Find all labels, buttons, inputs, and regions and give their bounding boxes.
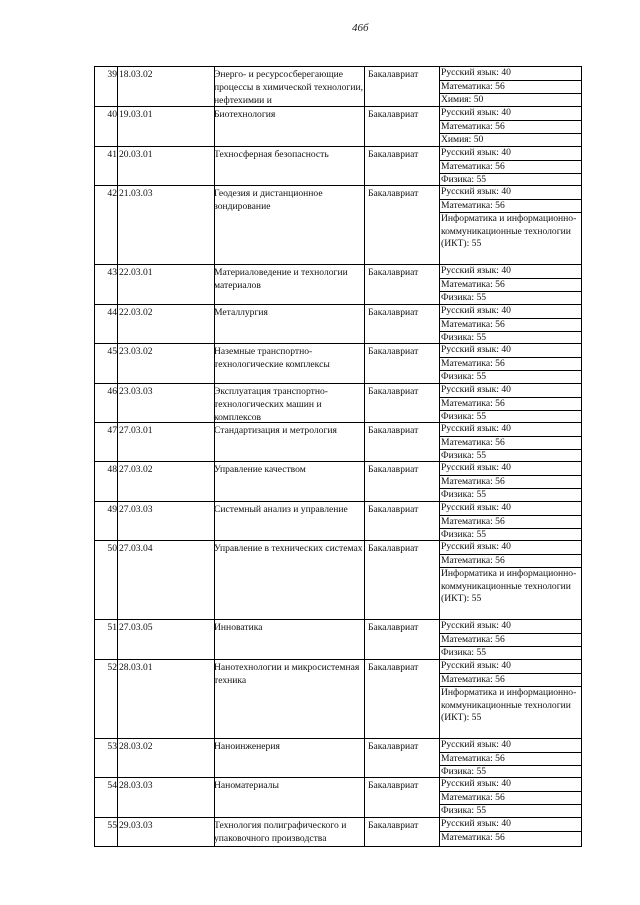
column-divider bbox=[364, 502, 365, 540]
table-row bbox=[94, 541, 582, 620]
column-divider bbox=[117, 660, 118, 738]
program-code: 23.03.03 bbox=[119, 386, 153, 397]
table-row bbox=[94, 305, 582, 344]
education-level: Бакалавриат bbox=[368, 504, 419, 515]
program-code: 27.03.04 bbox=[119, 543, 153, 554]
column-divider bbox=[117, 778, 118, 817]
exam-requirement: Математика: 56 bbox=[439, 279, 582, 293]
program-name: Наноматериалы bbox=[214, 780, 279, 791]
column-divider bbox=[364, 423, 365, 461]
row-number: 40 bbox=[107, 109, 117, 120]
exam-requirement: Русский язык: 40 bbox=[439, 265, 582, 279]
admission-requirements-table bbox=[94, 66, 582, 847]
exam-requirements bbox=[439, 462, 582, 502]
education-level: Бакалавриат bbox=[368, 109, 419, 120]
exam-requirement: Русский язык: 40 bbox=[439, 778, 582, 792]
column-divider bbox=[117, 502, 118, 540]
exam-requirement: Русский язык: 40 bbox=[439, 147, 582, 161]
exam-requirements bbox=[439, 502, 582, 542]
exam-requirements bbox=[439, 305, 582, 345]
exam-requirement: Физика: 55 bbox=[441, 371, 487, 382]
education-level: Бакалавриат bbox=[368, 464, 419, 475]
row-number: 53 bbox=[107, 741, 117, 752]
row-number: 52 bbox=[107, 662, 117, 673]
exam-requirement: Русский язык: 40 bbox=[439, 541, 582, 555]
education-level: Бакалавриат bbox=[368, 780, 419, 791]
education-level: Бакалавриат bbox=[368, 386, 419, 397]
program-name: Технология полиграфического и упаковочного производства bbox=[214, 820, 347, 844]
row-number: 41 bbox=[107, 149, 117, 160]
exam-requirements bbox=[439, 265, 582, 305]
table-row bbox=[94, 344, 582, 384]
program-code: 28.03.02 bbox=[119, 741, 153, 752]
program-name: Материаловедение и технологии материалов bbox=[214, 267, 348, 291]
column-divider bbox=[117, 147, 118, 185]
exam-requirement: Русский язык: 40 bbox=[439, 423, 582, 437]
table-row bbox=[94, 818, 582, 847]
exam-requirements bbox=[439, 739, 582, 779]
program-code: 28.03.01 bbox=[119, 662, 153, 673]
education-level: Бакалавриат bbox=[368, 622, 419, 633]
column-divider bbox=[364, 620, 365, 659]
program-code: 27.03.02 bbox=[119, 464, 153, 475]
exam-requirement: Математика: 56 bbox=[439, 81, 582, 95]
row-number: 55 bbox=[107, 820, 117, 831]
exam-requirement: Физика: 55 bbox=[441, 332, 487, 343]
exam-requirement: Информатика и информационно-коммуникационные технологии (ИКТ): 55 bbox=[441, 687, 577, 723]
exam-requirements bbox=[439, 660, 582, 725]
row-number: 48 bbox=[107, 464, 117, 475]
row-number: 44 bbox=[107, 307, 117, 318]
exam-requirement: Химия: 50 bbox=[441, 94, 484, 105]
table-row bbox=[94, 107, 582, 147]
table-row bbox=[94, 147, 582, 186]
exam-requirement: Математика: 56 bbox=[439, 437, 582, 451]
exam-requirement: Математика: 56 bbox=[439, 476, 582, 490]
column-divider bbox=[364, 739, 365, 777]
column-divider bbox=[364, 107, 365, 146]
exam-requirement: Физика: 55 bbox=[441, 529, 487, 540]
exam-requirements bbox=[439, 107, 582, 147]
exam-requirement: Математика: 56 bbox=[441, 831, 505, 843]
program-name: Наноинженерия bbox=[214, 741, 280, 752]
program-name: Энерго- и ресурсосберегающие процессы в химической технологии, нефтехимии и bbox=[214, 69, 363, 106]
page-number: 46б bbox=[352, 22, 369, 34]
exam-requirement: Математика: 56 bbox=[439, 634, 582, 648]
table-row bbox=[94, 502, 582, 541]
row-number: 54 bbox=[107, 780, 117, 791]
exam-requirement: Физика: 55 bbox=[441, 489, 487, 500]
program-code: 28.03.03 bbox=[119, 780, 153, 791]
column-divider bbox=[117, 462, 118, 501]
exam-requirements bbox=[439, 344, 582, 384]
exam-requirement: Русский язык: 40 bbox=[439, 660, 582, 674]
program-name: Металлургия bbox=[214, 307, 268, 318]
program-name: Управление в технических системах bbox=[214, 543, 363, 554]
exam-requirement: Физика: 55 bbox=[441, 411, 487, 422]
exam-requirement: Русский язык: 40 bbox=[439, 620, 582, 634]
row-number: 39 bbox=[107, 69, 117, 80]
exam-requirement: Математика: 56 bbox=[439, 753, 582, 767]
exam-requirement: Русский язык: 40 bbox=[439, 67, 582, 81]
education-level: Бакалавриат bbox=[368, 741, 419, 752]
exam-requirements bbox=[439, 620, 582, 660]
column-divider bbox=[117, 67, 118, 106]
exam-requirement: Химия: 50 bbox=[441, 134, 484, 145]
exam-requirements bbox=[439, 147, 582, 187]
table-row bbox=[94, 66, 582, 107]
program-name: Биотехнология bbox=[214, 109, 276, 120]
column-divider bbox=[117, 818, 118, 846]
row-number: 47 bbox=[107, 425, 117, 436]
column-divider bbox=[364, 462, 365, 501]
program-name: Техносферная безопасность bbox=[214, 149, 329, 160]
exam-requirements bbox=[439, 384, 582, 424]
column-divider bbox=[364, 344, 365, 383]
education-level: Бакалавриат bbox=[368, 307, 419, 318]
exam-requirement: Русский язык: 40 bbox=[439, 384, 582, 398]
table-row bbox=[94, 384, 582, 423]
exam-requirement: Физика: 55 bbox=[441, 174, 487, 185]
education-level: Бакалавриат bbox=[368, 69, 419, 80]
exam-requirement: Физика: 55 bbox=[441, 292, 487, 303]
row-number: 46 bbox=[107, 386, 117, 397]
program-code: 22.03.01 bbox=[119, 267, 153, 278]
program-code: 27.03.05 bbox=[119, 622, 153, 633]
column-divider bbox=[364, 384, 365, 422]
exam-requirement: Математика: 56 bbox=[439, 200, 582, 214]
column-divider bbox=[364, 67, 365, 106]
column-divider bbox=[117, 265, 118, 304]
education-level: Бакалавриат bbox=[368, 820, 419, 831]
exam-requirement: Математика: 56 bbox=[439, 161, 582, 175]
column-divider bbox=[117, 739, 118, 777]
exam-requirement: Русский язык: 40 bbox=[439, 462, 582, 476]
row-number: 51 bbox=[107, 622, 117, 633]
column-divider bbox=[364, 186, 365, 264]
table-row bbox=[94, 778, 582, 818]
exam-requirements bbox=[439, 778, 582, 818]
table-row bbox=[94, 620, 582, 660]
exam-requirement: Математика: 56 bbox=[439, 792, 582, 806]
row-number: 45 bbox=[107, 346, 117, 357]
exam-requirement: Русский язык: 40 bbox=[439, 502, 582, 516]
row-number: 49 bbox=[107, 504, 117, 515]
column-divider bbox=[364, 265, 365, 304]
exam-requirement: Русский язык: 40 bbox=[439, 739, 582, 753]
row-number: 42 bbox=[107, 188, 117, 199]
exam-requirement: Математика: 56 bbox=[439, 516, 582, 530]
exam-requirement: Математика: 56 bbox=[439, 319, 582, 333]
column-divider bbox=[364, 147, 365, 185]
exam-requirement: Информатика и информационно-коммуникационные технологии (ИКТ): 55 bbox=[441, 568, 577, 604]
program-name: Эксплуатация транспортно-технологических машин и комплексов bbox=[214, 386, 328, 423]
column-divider bbox=[117, 305, 118, 343]
program-code: 27.03.03 bbox=[119, 504, 153, 515]
education-level: Бакалавриат bbox=[368, 662, 419, 673]
program-code: 21.03.03 bbox=[119, 188, 153, 199]
program-name: Стандартизация и метрология bbox=[214, 425, 337, 436]
exam-requirement: Математика: 56 bbox=[439, 121, 582, 135]
exam-requirement: Русский язык: 40 bbox=[439, 818, 582, 832]
row-number: 50 bbox=[107, 543, 117, 554]
program-name: Инноватика bbox=[214, 622, 263, 633]
program-name: Нанотехнологии и микросистемная техника bbox=[214, 662, 360, 686]
exam-requirement: Русский язык: 40 bbox=[439, 344, 582, 358]
education-level: Бакалавриат bbox=[368, 425, 419, 436]
exam-requirement: Физика: 55 bbox=[441, 766, 487, 777]
column-divider bbox=[117, 620, 118, 659]
exam-requirement: Русский язык: 40 bbox=[439, 186, 582, 200]
table-row bbox=[94, 462, 582, 502]
program-name: Управление качеством bbox=[214, 464, 306, 475]
exam-requirement: Математика: 56 bbox=[439, 674, 582, 688]
education-level: Бакалавриат bbox=[368, 543, 419, 554]
column-divider bbox=[364, 778, 365, 817]
program-code: 19.03.01 bbox=[119, 109, 153, 120]
column-divider bbox=[364, 818, 365, 846]
program-name: Системный анализ и управление bbox=[214, 504, 348, 515]
exam-requirement: Русский язык: 40 bbox=[439, 107, 582, 121]
table-row bbox=[94, 423, 582, 462]
column-divider bbox=[117, 344, 118, 383]
exam-requirements bbox=[439, 186, 582, 251]
education-level: Бакалавриат bbox=[368, 149, 419, 160]
education-level: Бакалавриат bbox=[368, 267, 419, 278]
column-divider bbox=[364, 541, 365, 619]
program-name: Геодезия и дистанционное зондирование bbox=[214, 188, 323, 212]
program-code: 27.03.01 bbox=[119, 425, 153, 436]
exam-requirement: Физика: 55 bbox=[441, 450, 487, 461]
exam-requirement: Математика: 56 bbox=[439, 398, 582, 412]
row-number: 43 bbox=[107, 267, 117, 278]
column-divider bbox=[117, 541, 118, 619]
column-divider bbox=[117, 384, 118, 422]
exam-requirement: Математика: 56 bbox=[439, 555, 582, 569]
exam-requirement: Русский язык: 40 bbox=[439, 305, 582, 319]
column-divider bbox=[364, 305, 365, 343]
program-name: Наземные транспортно-технологические комплексы bbox=[214, 346, 330, 370]
exam-requirement: Физика: 55 bbox=[441, 647, 487, 658]
exam-requirements bbox=[439, 423, 582, 463]
program-code: 23.03.02 bbox=[119, 346, 153, 357]
program-code: 18.03.02 bbox=[119, 69, 153, 80]
column-divider bbox=[117, 423, 118, 461]
exam-requirements bbox=[439, 67, 582, 107]
exam-requirements bbox=[439, 818, 582, 844]
table-row bbox=[94, 186, 582, 265]
program-code: 22.03.02 bbox=[119, 307, 153, 318]
table-row bbox=[94, 660, 582, 739]
exam-requirement: Информатика и информационно-коммуникационные технологии (ИКТ): 55 bbox=[441, 213, 577, 249]
program-code: 29.03.03 bbox=[119, 820, 153, 831]
program-code: 20.03.01 bbox=[119, 149, 153, 160]
education-level: Бакалавриат bbox=[368, 188, 419, 199]
column-divider bbox=[117, 107, 118, 146]
exam-requirements bbox=[439, 541, 582, 606]
education-level: Бакалавриат bbox=[368, 346, 419, 357]
table-row bbox=[94, 265, 582, 305]
table-row bbox=[94, 739, 582, 778]
column-divider bbox=[117, 186, 118, 264]
exam-requirement: Математика: 56 bbox=[439, 358, 582, 372]
column-divider bbox=[364, 660, 365, 738]
exam-requirement: Физика: 55 bbox=[441, 805, 487, 816]
